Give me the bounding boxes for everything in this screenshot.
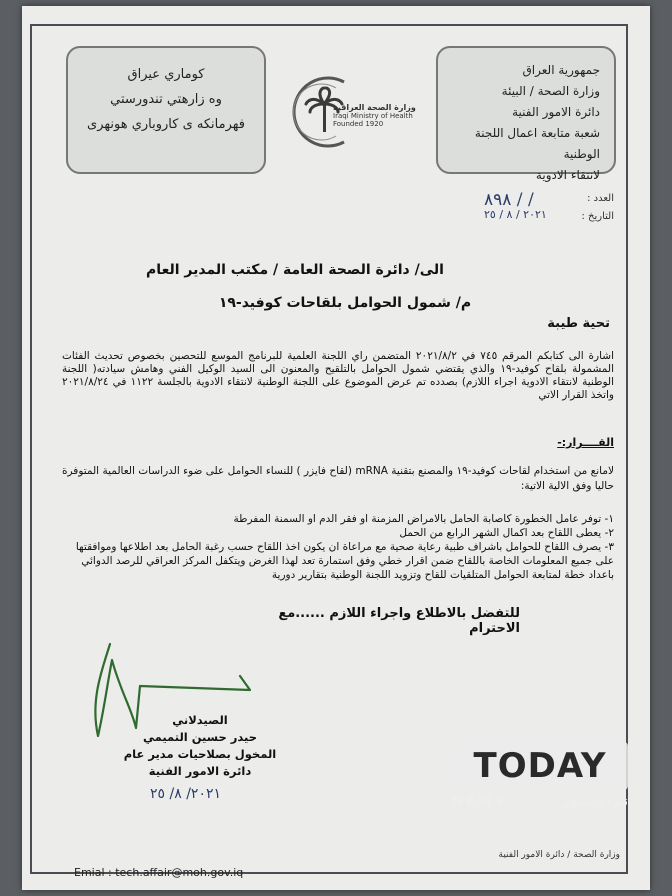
greeting: تحية طيبة xyxy=(547,316,610,331)
header-right-line: دائرة الامور الفنية xyxy=(512,105,600,119)
header-left-box xyxy=(66,46,266,174)
header-right-line: وزارة الصحة / البيئة xyxy=(501,84,600,98)
logo-text xyxy=(333,104,416,128)
logo-text-en: Iraqi Ministry of Health xyxy=(333,112,413,120)
closing-line: للتفضل بالاطلاع واجراء اللازم ......مع الاحترام xyxy=(278,606,520,636)
header-left-line: فهرمانكه ى كاروباري هونهرى xyxy=(87,117,245,132)
logo-text-est: Founded 1920 xyxy=(333,120,384,128)
watermark-sub-ar: تـودي نيـوز xyxy=(562,794,628,808)
conditions-list xyxy=(62,512,614,582)
subject-line: م/ شمول الحوامل بلقاحات كوفيد-١٩ xyxy=(218,295,472,311)
reference-labels: العدد : التاريخ : xyxy=(581,193,614,222)
watermark-brand: TODAY xyxy=(452,742,628,790)
signature-block xyxy=(120,712,280,780)
ref-number-label: العدد xyxy=(593,193,614,204)
body-paragraph-1: اشارة الى كتابكم المرقم ٧٤٥ في ٢٠٢١/٨/٢ المتضمن راي اللجنة العلمية للبرنامج الموسع للتحصين بخصوص تحديث الفئات المشمولة بلقاح كوفيد-١٩ والذي يقتضي شمول الحوامل بالتلقيح والمعنون الى السيد الوكيل الفني وهامش سيادته( اللجنة الوطنية لانتقاء الادوية اجراء اللازم) بصدده تم عرض الموضوع على اللجنة الوطنية لانتقاء الادوية بالجلسة ١١٢٢ في ٢٠٢١/٨/٢٤ واتخذ القرار الاتي xyxy=(62,350,614,401)
decision-heading: القــــرار:- xyxy=(557,436,614,449)
body-paragraph-2: لامانع من استخدام لقاحات كوفيد-١٩ والمصنع بتقنية mRNA (لقاح فايزر ) للنساء الحوامل على ضوء الدراسات العالمية المتوفرة حاليا وفق الالية الاتية: xyxy=(62,465,614,492)
list-item: ٣- يصرف اللقاح للحوامل باشراف طبية رعاية صحية مع مراعاة ان يكون اخذ اللقاح حسب رغبة الحامل بعد اطلاعها وموافقتها على جميع المعلومات الخاصة باللقاح ضمن اقرار خطي وفق استمارة تعد لهذا الغرض ويتكفل المركز العراقي للرصد الدوائي باعداد خطة لمتابعة الحوامل المتلقيات للقاح وتزويد اللجنة الوطنية بتقارير دورية xyxy=(75,541,614,581)
header-right-line: جمهورية العراق xyxy=(522,63,600,77)
signature-line: الصيدلاني xyxy=(172,713,228,727)
header-left-line: كوماري عيراق xyxy=(127,67,205,82)
list-item: ١- توفر عامل الخطورة كاصابة الحامل بالامراض المزمنة او فقر الدم او السمنة المفرطة xyxy=(233,513,614,525)
header-left-line: وه زارهتي تندورستي xyxy=(110,92,222,107)
signature-line: دائرة الامور الفنية xyxy=(148,764,252,778)
watermark-sub xyxy=(452,794,628,808)
ref-date-value: ٢٠٢١ / ٨ / ٢٥ xyxy=(484,208,547,221)
signature-date: ٢٠٢١/ ٨/ ٢٥ xyxy=(150,786,221,802)
signature-line: المخول بصلاحيات مدير عام xyxy=(123,747,277,761)
header-right-line: لانتقاء الادوية xyxy=(535,168,600,182)
signature-line: حيدر حسين التميمي xyxy=(143,730,257,744)
watermark-sub-en: NEWS xyxy=(452,794,509,808)
footer-email: Emial : tech.affair@moh.gov.iq xyxy=(74,866,244,879)
footer-department: وزارة الصحة / دائرة الامور الفنية xyxy=(498,850,620,860)
header-right-box xyxy=(436,46,616,182)
recipient-line: الى/ دائرة الصحة العامة / مكتب المدير العام xyxy=(146,262,444,278)
today-news-watermark xyxy=(452,742,628,816)
ref-date-label: التاريخ xyxy=(588,211,614,222)
ref-number-value: ٨٩٨ / / xyxy=(484,190,534,210)
list-item: ٢- يعطى اللقاح بعد اكمال الشهر الرابع من الحمل xyxy=(399,527,614,539)
logo-text-ar: وزارة الصحة العراقية xyxy=(333,103,416,112)
header-right-line: شعبة متابعة اعمال اللجنة الوطنية xyxy=(474,126,600,161)
